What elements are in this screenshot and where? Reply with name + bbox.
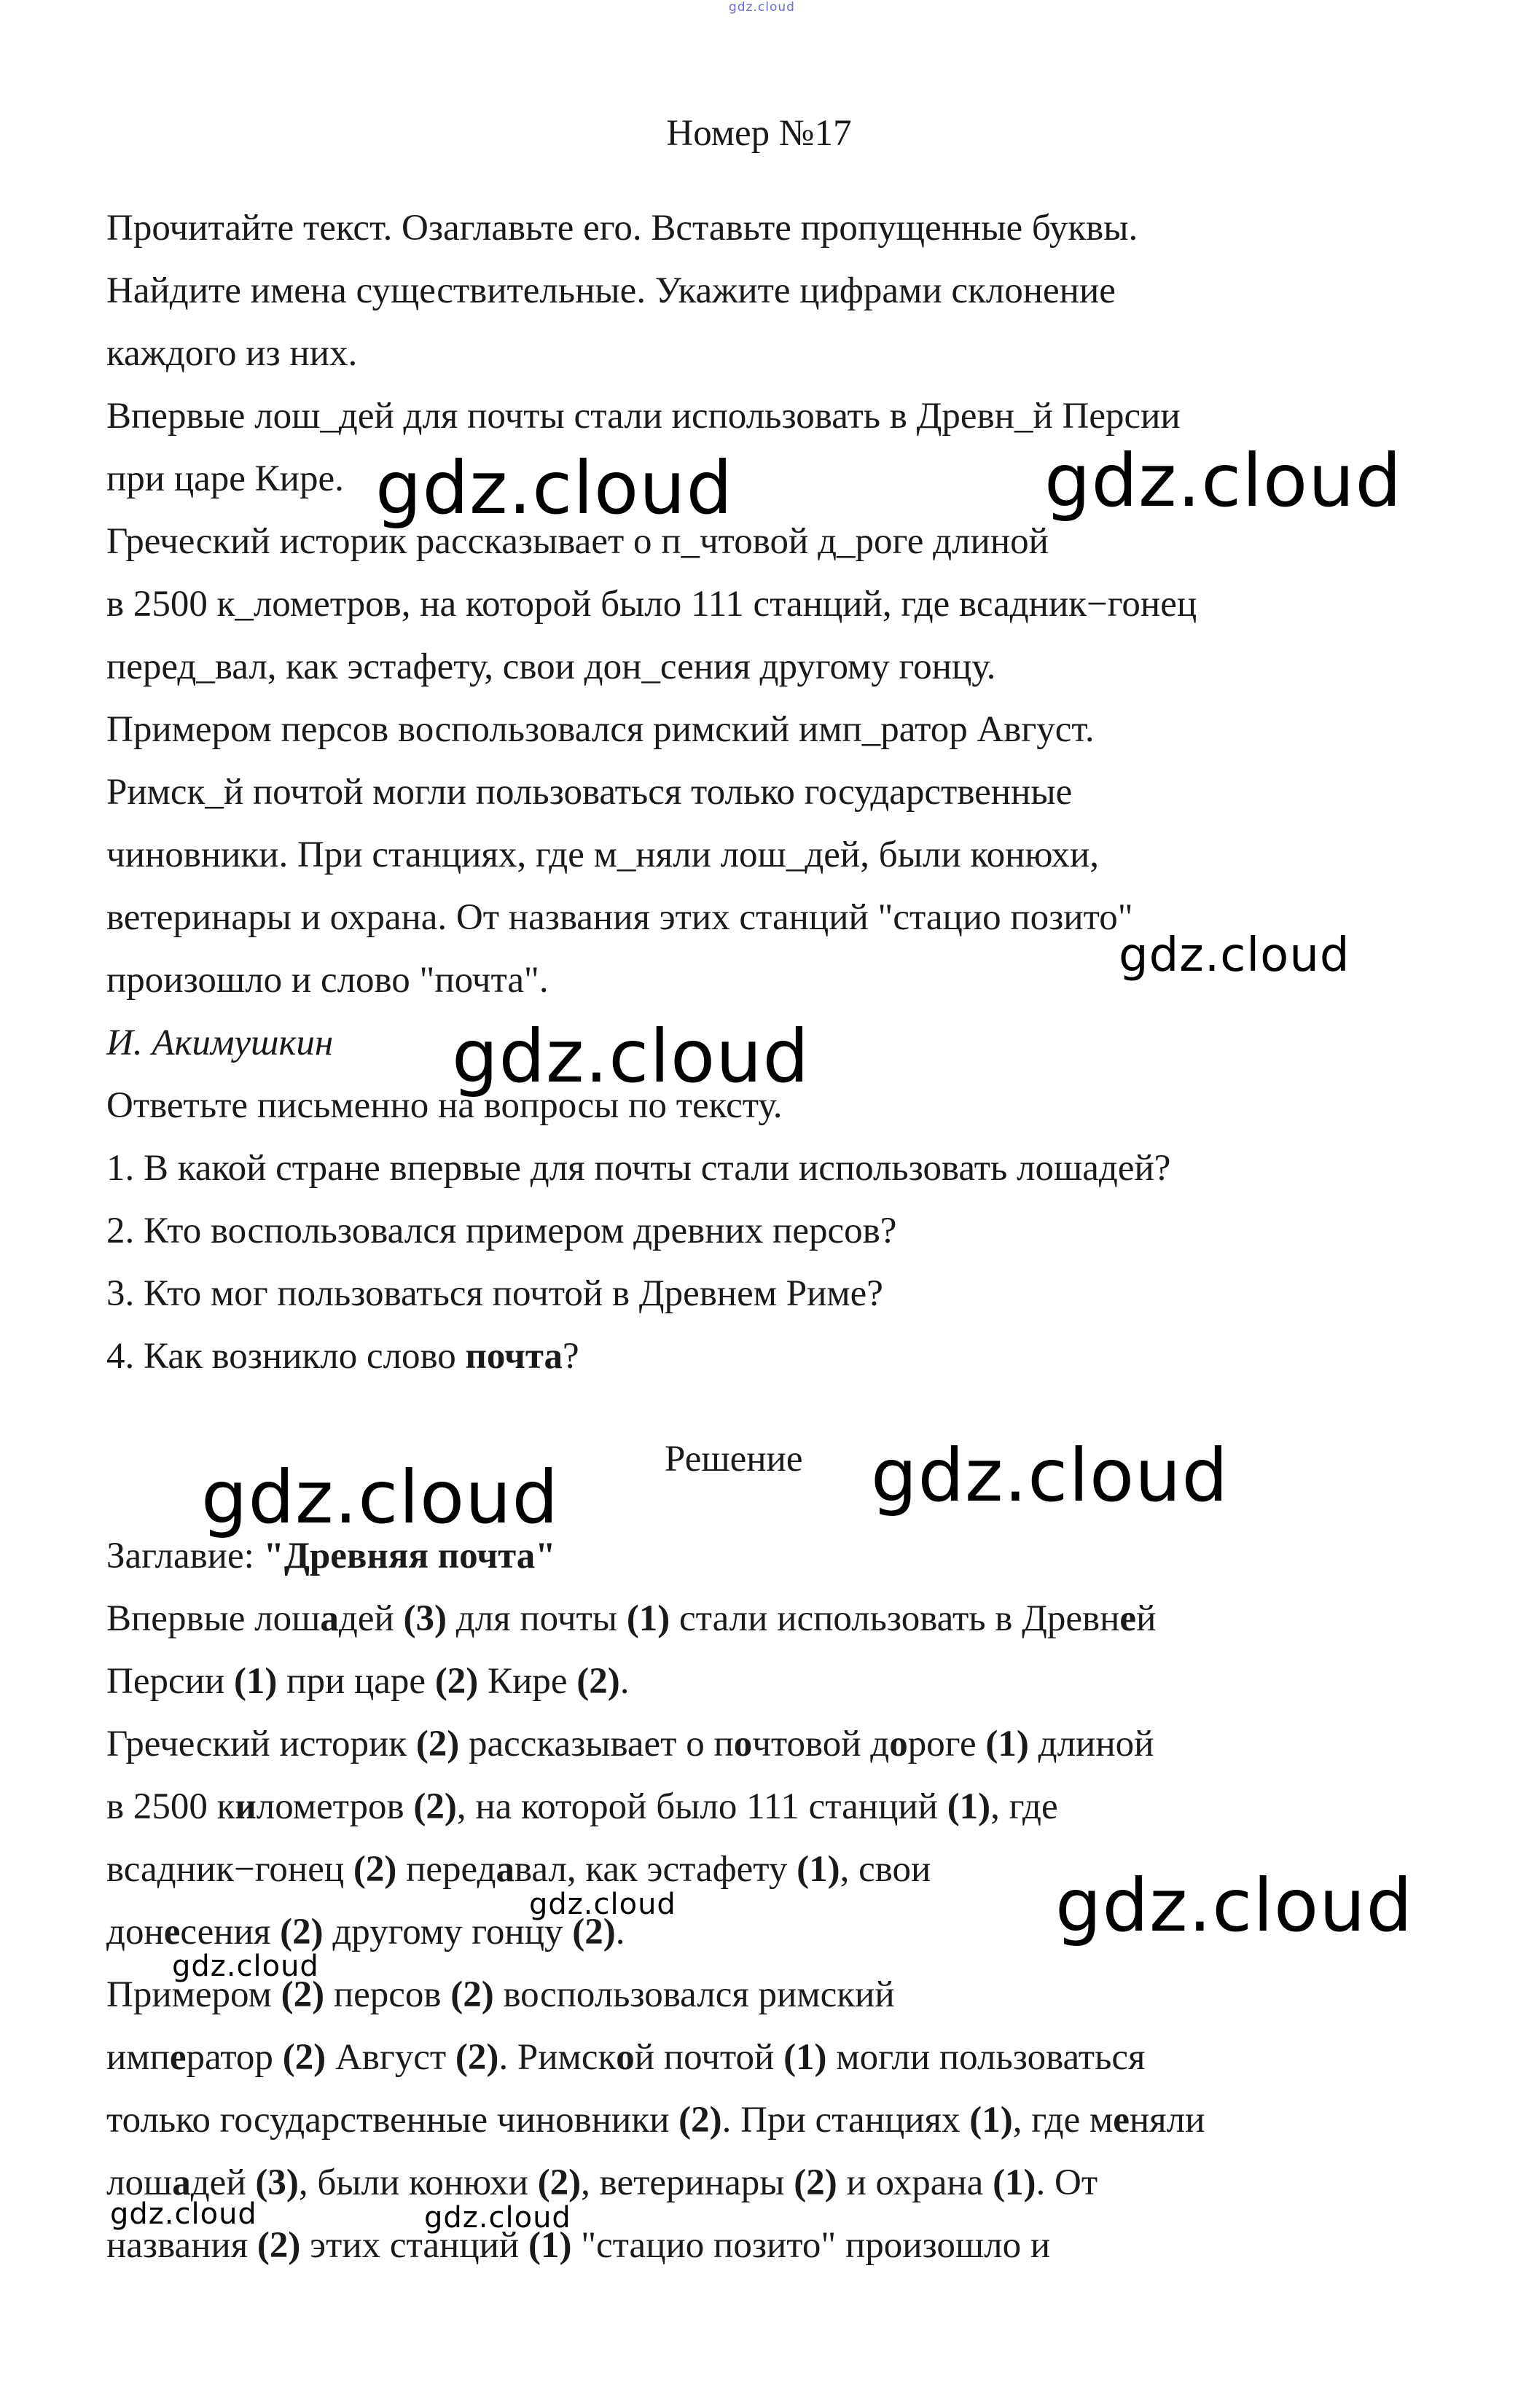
text-segment: длиной (1028, 1724, 1154, 1764)
text-segment: . (619, 1661, 630, 1702)
text-segment: имп (106, 2037, 170, 2078)
bold-segment: (2) (280, 1912, 324, 1952)
solution-line (106, 1660, 629, 1703)
text-segment: стали использовать в Древн (670, 1598, 1120, 1639)
question-bold-word: почта (465, 1336, 563, 1377)
watermark: gdz.cloud (871, 1433, 1229, 1518)
bold-segment: (1) (969, 2100, 1013, 2141)
watermark: gdz.cloud (529, 1888, 676, 1921)
text-segment: Кире (478, 1661, 577, 1702)
text-segment: й почтой (634, 2037, 784, 2078)
bold-segment: (2) (353, 1849, 397, 1890)
task-line: Впервые лош_дей для почты стали использовать в Древн_й Персии (106, 396, 1181, 437)
solution-line (106, 2036, 1145, 2079)
text-segment: ратор (186, 2037, 283, 2078)
watermark-top: gdz.cloud (729, 0, 795, 15)
bold-segment: (2) (537, 2162, 582, 2203)
solution-line (106, 1597, 1156, 1641)
task-line: перед_вал, как эстафету, свои дон_сения другому гонцу. (106, 646, 996, 687)
bold-segment: а (172, 2162, 191, 2203)
bold-segment: (1) (626, 1598, 670, 1639)
text-segment: могли пользоваться (826, 2037, 1146, 2078)
text-segment: , свои (840, 1849, 931, 1890)
heading-value: "Древняя почта" (263, 1536, 556, 1576)
text-segment: персов (324, 1974, 451, 2015)
text-segment: перед (396, 1849, 496, 1890)
bold-segment: (2) (572, 1912, 616, 1952)
bold-segment: (2) (282, 2037, 326, 2078)
bold-segment: (1) (233, 1661, 278, 1702)
question-item: 2. Кто воспользовался примером древних персов? (106, 1211, 897, 1251)
question-item (106, 1334, 579, 1378)
bold-segment: (2) (413, 1786, 457, 1827)
text-segment: дей (338, 1598, 404, 1639)
task-line: Примером персов воспользовался римский имп_ратор Август. (106, 709, 1095, 750)
text-segment: только государственные чиновники (106, 2100, 679, 2141)
watermark: gdz.cloud (172, 1950, 319, 1983)
task-line: при царе Кире. (106, 458, 344, 499)
bold-segment: (1) (947, 1786, 991, 1827)
bold-segment: е (169, 2037, 187, 2078)
bold-segment: (1) (783, 2037, 827, 2078)
bold-segment: (1) (985, 1724, 1029, 1764)
text-segment: при царе (277, 1661, 435, 1702)
text-segment: воспользовался римский (493, 1974, 895, 2015)
solution-line (106, 1848, 931, 1891)
task-line: Греческий историк рассказывает о п_чтовой д_роге длиной (106, 521, 1049, 562)
task-line: Найдите имена существительные. Укажите цифрами склонение (106, 270, 1116, 311)
text-segment: Август (326, 2037, 455, 2078)
text-segment: сения (180, 1912, 281, 1952)
text-segment: лош (106, 2162, 173, 2203)
bold-segment: е (1119, 1598, 1137, 1639)
text-segment: этих станций (300, 2225, 528, 2266)
bold-segment: е (1113, 2100, 1130, 2141)
task-line: каждого из них. (106, 333, 358, 374)
question-prefix: 4. Как возникло слово (106, 1336, 466, 1377)
text-segment: роге (907, 1724, 986, 1764)
text-segment: . При станциях (721, 2100, 970, 2141)
solution-line (106, 2098, 1205, 2142)
text-segment: Примером (106, 1974, 281, 2015)
text-segment: . (615, 1912, 625, 1952)
bold-segment: о (889, 1724, 908, 1764)
text-segment: , где (990, 1786, 1058, 1827)
task-line: ветеринары и охрана. От названия этих станций "стацио позито" (106, 897, 1133, 938)
page-title: Номер №17 (666, 113, 852, 154)
text-segment: , на которой было 111 станций (456, 1786, 947, 1827)
watermark: gdz.cloud (1044, 438, 1403, 523)
solution-heading: Решение (665, 1439, 803, 1479)
question-suffix: ? (563, 1336, 579, 1377)
bold-segment: (2) (450, 1974, 494, 2015)
task-line: произошло и слово "почта". (106, 960, 549, 1001)
text-segment: рассказывает о п (459, 1724, 734, 1764)
bold-segment: (2) (794, 2162, 837, 2203)
text-segment: чтовой д (752, 1724, 890, 1764)
text-segment: "стацио позито" произошло и (571, 2225, 1051, 2266)
bold-segment: (2) (678, 2100, 722, 2141)
text-segment: лометров (256, 1786, 414, 1827)
bold-segment: (2) (455, 2037, 499, 2078)
bold-segment: о (616, 2037, 635, 2078)
task-line: чиновники. При станциях, где м_няли лош_дей, были конюхи, (106, 834, 1100, 875)
bold-segment: (1) (993, 2162, 1036, 2203)
text-segment: Впервые лош (106, 1598, 321, 1639)
bold-segment: а (496, 1849, 515, 1890)
bold-segment: о (733, 1724, 753, 1764)
watermark: gdz.cloud (1055, 1863, 1414, 1948)
task-line: Римск_й почтой могли пользоваться только государственные (106, 772, 1073, 813)
text-segment: другому гонцу (323, 1912, 573, 1952)
questions-intro: Ответьте письменно на вопросы по тексту. (106, 1085, 783, 1126)
text-segment: и охрана (837, 2162, 993, 2203)
text-segment: для почты (447, 1598, 627, 1639)
bold-segment: а (320, 1598, 339, 1639)
solution-line (106, 1722, 1154, 1766)
text-segment: дей (190, 2162, 256, 2203)
watermark: gdz.cloud (452, 1014, 810, 1099)
task-line: Прочитайте текст. Озаглавьте его. Вставьте пропущенные буквы. (106, 208, 1138, 249)
text-segment: , были конюхи (298, 2162, 538, 2203)
bold-segment: (3) (403, 1598, 447, 1639)
bold-segment: (3) (255, 2162, 299, 2203)
text-segment: дон (106, 1912, 164, 1952)
text-segment: няли (1129, 2100, 1205, 2141)
text-segment: . Римск (498, 2037, 617, 2078)
text-segment: Персии (106, 1661, 234, 1702)
text-segment: , где м (1012, 2100, 1114, 2141)
watermark: gdz.cloud (424, 2201, 571, 2235)
bold-segment: е (163, 1912, 181, 1952)
watermark: gdz.cloud (110, 2197, 257, 2231)
solution-line (106, 1785, 1058, 1829)
question-item: 3. Кто мог пользоваться почтой в Древнем Риме? (106, 1273, 883, 1314)
text-segment: в 2500 к (106, 1786, 235, 1827)
question-item: 1. В какой стране впервые для почты стали использовать лошадей? (106, 1148, 1171, 1189)
task-line: в 2500 к_лометров, на которой было 111 станций, где всадник−гонец (106, 584, 1197, 625)
bold-segment: (2) (281, 1974, 325, 2015)
bold-segment: (1) (528, 2225, 572, 2266)
text-segment: , ветеринары (581, 2162, 794, 2203)
watermark: gdz.cloud (1119, 929, 1350, 982)
bold-segment: (2) (576, 1661, 620, 1702)
text-segment: всадник−гонец (106, 1849, 353, 1890)
bold-segment: (2) (257, 2225, 301, 2266)
text-segment: вал, как эстафету (514, 1849, 797, 1890)
text-segment: названия (106, 2225, 257, 2266)
author: И. Акимушкин (106, 1023, 334, 1063)
heading-line (106, 1534, 556, 1578)
bold-segment: (2) (415, 1724, 460, 1764)
watermark: gdz.cloud (375, 445, 734, 531)
bold-segment: и (235, 1786, 257, 1827)
bold-segment: (1) (797, 1849, 840, 1890)
watermark: gdz.cloud (201, 1455, 560, 1540)
text-segment: Греческий историк (106, 1724, 416, 1764)
heading-label: Заглавие: (106, 1536, 264, 1576)
text-segment: . От (1036, 2162, 1098, 2203)
text-segment: й (1136, 1598, 1157, 1639)
bold-segment: (2) (434, 1661, 479, 1702)
